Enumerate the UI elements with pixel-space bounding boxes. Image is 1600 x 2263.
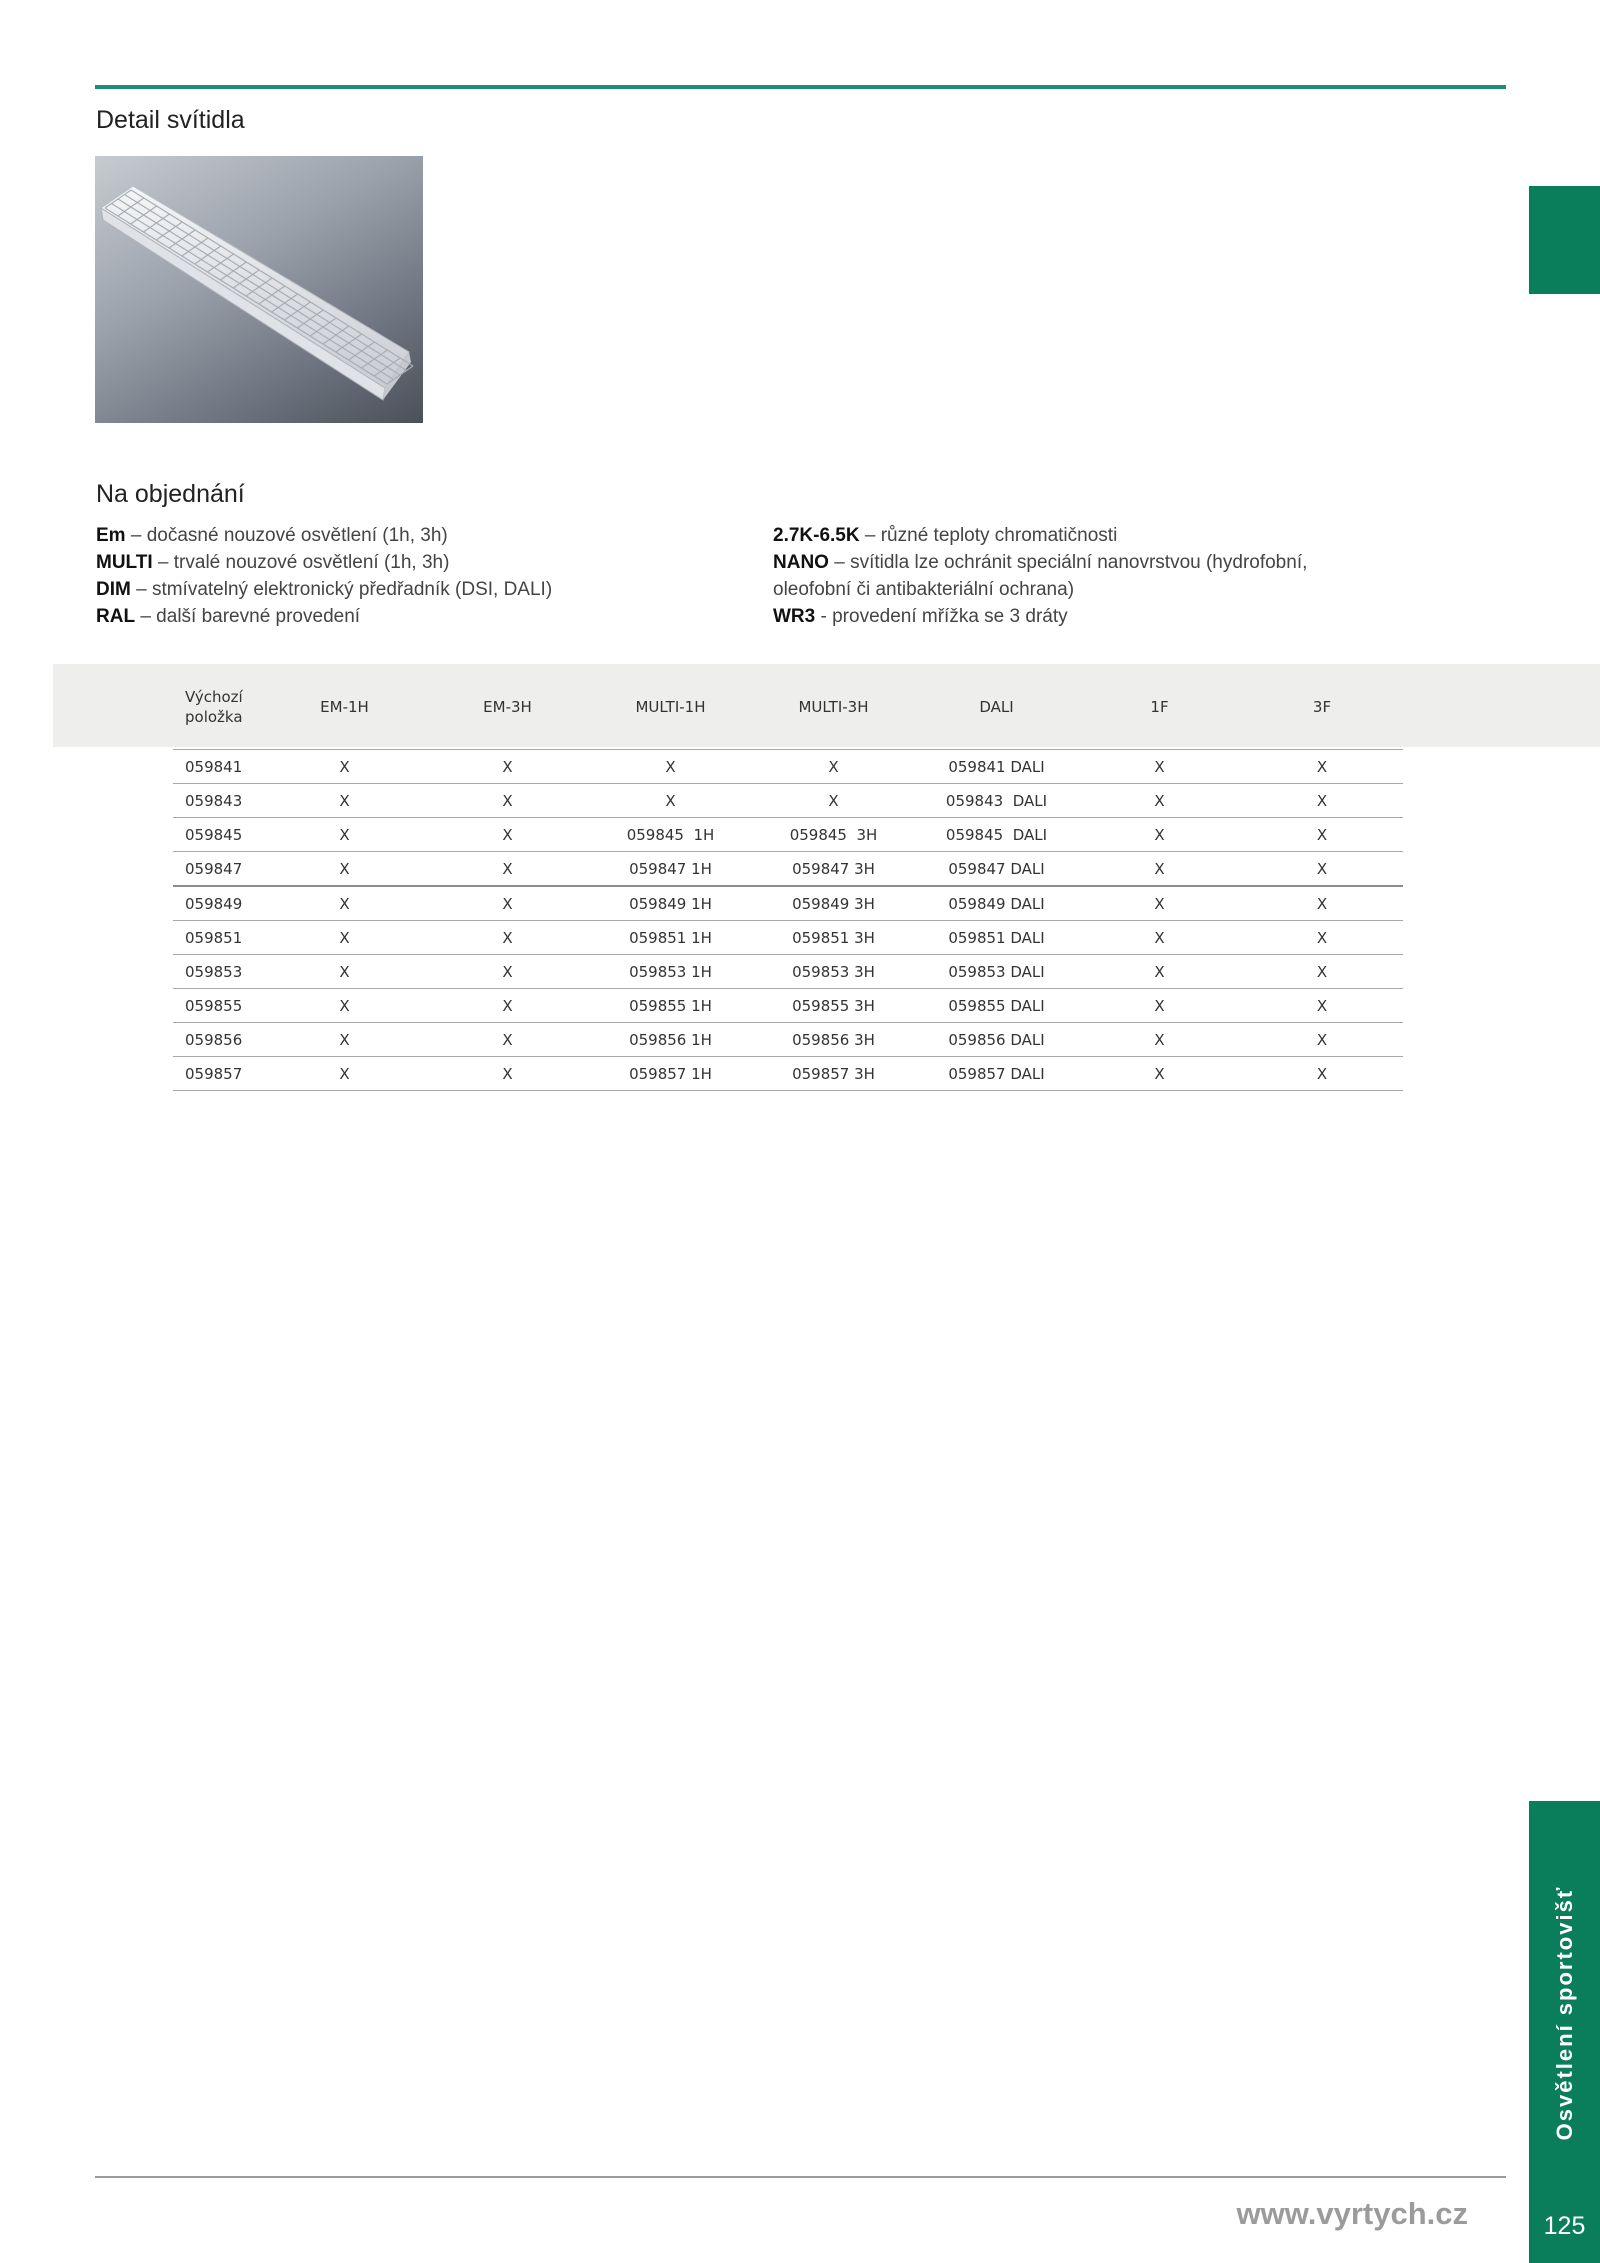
- table-row: [173, 886, 1403, 921]
- option-color-temperature: 2.7K-6.5K – různé teploty chromatičnosti: [773, 525, 1118, 546]
- table-cell: 059856 3H: [752, 1023, 915, 1057]
- table-cell: X: [263, 989, 426, 1023]
- table-cell: 059847 1H: [589, 852, 752, 887]
- table-cell: X: [263, 886, 426, 921]
- bottom-divider: [95, 2176, 1506, 2178]
- table-cell: X: [426, 921, 589, 955]
- table-cell: X: [1078, 852, 1241, 887]
- order-title: Na objednání: [96, 480, 245, 508]
- option-em: Em – dočasné nouzové osvětlení (1h, 3h): [96, 525, 448, 546]
- item-code-cell: 059853: [173, 955, 263, 989]
- table-cell: X: [263, 1057, 426, 1091]
- table-cell: X: [426, 818, 589, 852]
- table-cell: X: [263, 818, 426, 852]
- table-cell: X: [426, 1057, 589, 1091]
- table-cell: X: [1078, 818, 1241, 852]
- column-header: 1F: [1150, 697, 1169, 716]
- table-cell: X: [1078, 784, 1241, 818]
- website-link[interactable]: www.vyrtych.cz: [1236, 2196, 1468, 2231]
- table-cell: X: [263, 784, 426, 818]
- option-nano: NANO – svítidla lze ochránit speciální nanovrstvou (hydrofobní,: [773, 552, 1308, 573]
- table-row: [173, 955, 1403, 989]
- table-body: [173, 750, 1403, 1091]
- table-cell: X: [426, 1023, 589, 1057]
- table-cell: X: [1078, 955, 1241, 989]
- table-cell: X: [426, 784, 589, 818]
- column-header: DALI: [979, 697, 1014, 716]
- table-cell: 059853 DALI: [915, 955, 1078, 989]
- detail-title: Detail svítidla: [96, 106, 245, 134]
- option-dim: DIM – stmívatelný elektronický předřadník (DSI, DALI): [96, 579, 553, 600]
- table-cell: 059857 1H: [589, 1057, 752, 1091]
- table-cell: 059851 3H: [752, 921, 915, 955]
- table-cell: 059855 DALI: [915, 989, 1078, 1023]
- table-cell: X: [263, 852, 426, 887]
- table-cell: X: [1241, 1023, 1403, 1057]
- table-cell: 059857 3H: [752, 1057, 915, 1091]
- option-nano-continued: oleofobní či antibakteriální ochrana): [773, 579, 1075, 600]
- item-code-cell: 059855: [173, 989, 263, 1023]
- column-header-line: položka: [185, 707, 243, 726]
- table-cell: 059845 DALI: [915, 818, 1078, 852]
- table-cell: X: [1241, 818, 1403, 852]
- table-cell: X: [752, 784, 915, 818]
- top-divider: [95, 85, 1506, 89]
- table-cell: X: [1241, 784, 1403, 818]
- table-cell: X: [1241, 989, 1403, 1023]
- table-cell: 059856 DALI: [915, 1023, 1078, 1057]
- table-cell: 059847 3H: [752, 852, 915, 887]
- table-row: [173, 818, 1403, 852]
- table-cell: X: [263, 1023, 426, 1057]
- table-cell: X: [1078, 1023, 1241, 1057]
- table-cell: X: [263, 955, 426, 989]
- luminaire-photo: [95, 156, 423, 423]
- side-tab-section: [1529, 1801, 1600, 2263]
- table-cell: 059843 DALI: [915, 784, 1078, 818]
- table-row: [173, 989, 1403, 1023]
- table-cell: X: [752, 750, 915, 784]
- column-header: EM-1H: [320, 697, 369, 716]
- table-cell: 059853 1H: [589, 955, 752, 989]
- column-header-item: [173, 664, 263, 750]
- column-header: 3F: [1312, 697, 1332, 716]
- option-ral: RAL – další barevné provedení: [96, 606, 361, 627]
- column-header-line: Výchozí: [185, 687, 243, 706]
- side-tab-marker: [1529, 186, 1600, 294]
- table-cell: X: [1078, 750, 1241, 784]
- variants-table: [173, 664, 1403, 1091]
- table-cell: 059851 DALI: [915, 921, 1078, 955]
- table-cell: X: [1078, 886, 1241, 921]
- table-cell: 059856 1H: [589, 1023, 752, 1057]
- table-cell: 059857 DALI: [915, 1057, 1078, 1091]
- item-code-cell: 059841: [173, 750, 263, 784]
- column-header: MULTI-1H: [635, 697, 706, 716]
- table-cell: X: [1241, 955, 1403, 989]
- table-cell: X: [426, 852, 589, 887]
- table-row: [173, 852, 1403, 887]
- table-row: [173, 784, 1403, 818]
- table-cell: X: [1241, 886, 1403, 921]
- table-cell: 059849 1H: [589, 886, 752, 921]
- table-cell: X: [263, 921, 426, 955]
- column-header: EM-3H: [483, 697, 532, 716]
- table-row: [173, 921, 1403, 955]
- table-cell: 059845 3H: [752, 818, 915, 852]
- table-cell: 059847 DALI: [915, 852, 1078, 887]
- table-cell: 059851 1H: [589, 921, 752, 955]
- section-label: Osvětlení sportovišť: [1551, 1885, 1577, 2141]
- table-cell: 059849 3H: [752, 886, 915, 921]
- item-code-cell: 059857: [173, 1057, 263, 1091]
- item-code-cell: 059849: [173, 886, 263, 921]
- luminaire-illustration: [95, 156, 423, 423]
- options-list-right: [773, 522, 1393, 630]
- table-row: [173, 1057, 1403, 1091]
- table-cell: X: [426, 886, 589, 921]
- table-cell: X: [589, 750, 752, 784]
- table-cell: 059853 3H: [752, 955, 915, 989]
- item-code-cell: 059845: [173, 818, 263, 852]
- table-cell: X: [1078, 921, 1241, 955]
- table-cell: 059849 DALI: [915, 886, 1078, 921]
- table-cell: 059855 3H: [752, 989, 915, 1023]
- options-list-left: [96, 522, 736, 630]
- option-multi: MULTI – trvalé nouzové osvětlení (1h, 3h): [96, 552, 450, 573]
- table-cell: X: [1078, 989, 1241, 1023]
- table-cell: X: [1241, 1057, 1403, 1091]
- item-code-cell: 059856: [173, 1023, 263, 1057]
- item-code-cell: 059847: [173, 852, 263, 887]
- table-cell: X: [263, 750, 426, 784]
- table-cell: 059841 DALI: [915, 750, 1078, 784]
- table-row: [173, 750, 1403, 784]
- table-row: [173, 1023, 1403, 1057]
- column-header: MULTI-3H: [798, 697, 869, 716]
- table-cell: X: [426, 955, 589, 989]
- option-wr3: WR3 - provedení mřížka se 3 dráty: [773, 606, 1068, 627]
- table-header-row: [173, 664, 1403, 750]
- table-cell: 059845 1H: [589, 818, 752, 852]
- table-cell: X: [1241, 852, 1403, 887]
- page-number: 125: [1543, 2212, 1586, 2240]
- table-cell: X: [1241, 750, 1403, 784]
- table-cell: X: [1078, 1057, 1241, 1091]
- table-cell: X: [426, 989, 589, 1023]
- table-cell: 059855 1H: [589, 989, 752, 1023]
- item-code-cell: 059851: [173, 921, 263, 955]
- item-code-cell: 059843: [173, 784, 263, 818]
- table-cell: X: [1241, 921, 1403, 955]
- table-cell: X: [426, 750, 589, 784]
- table-cell: X: [589, 784, 752, 818]
